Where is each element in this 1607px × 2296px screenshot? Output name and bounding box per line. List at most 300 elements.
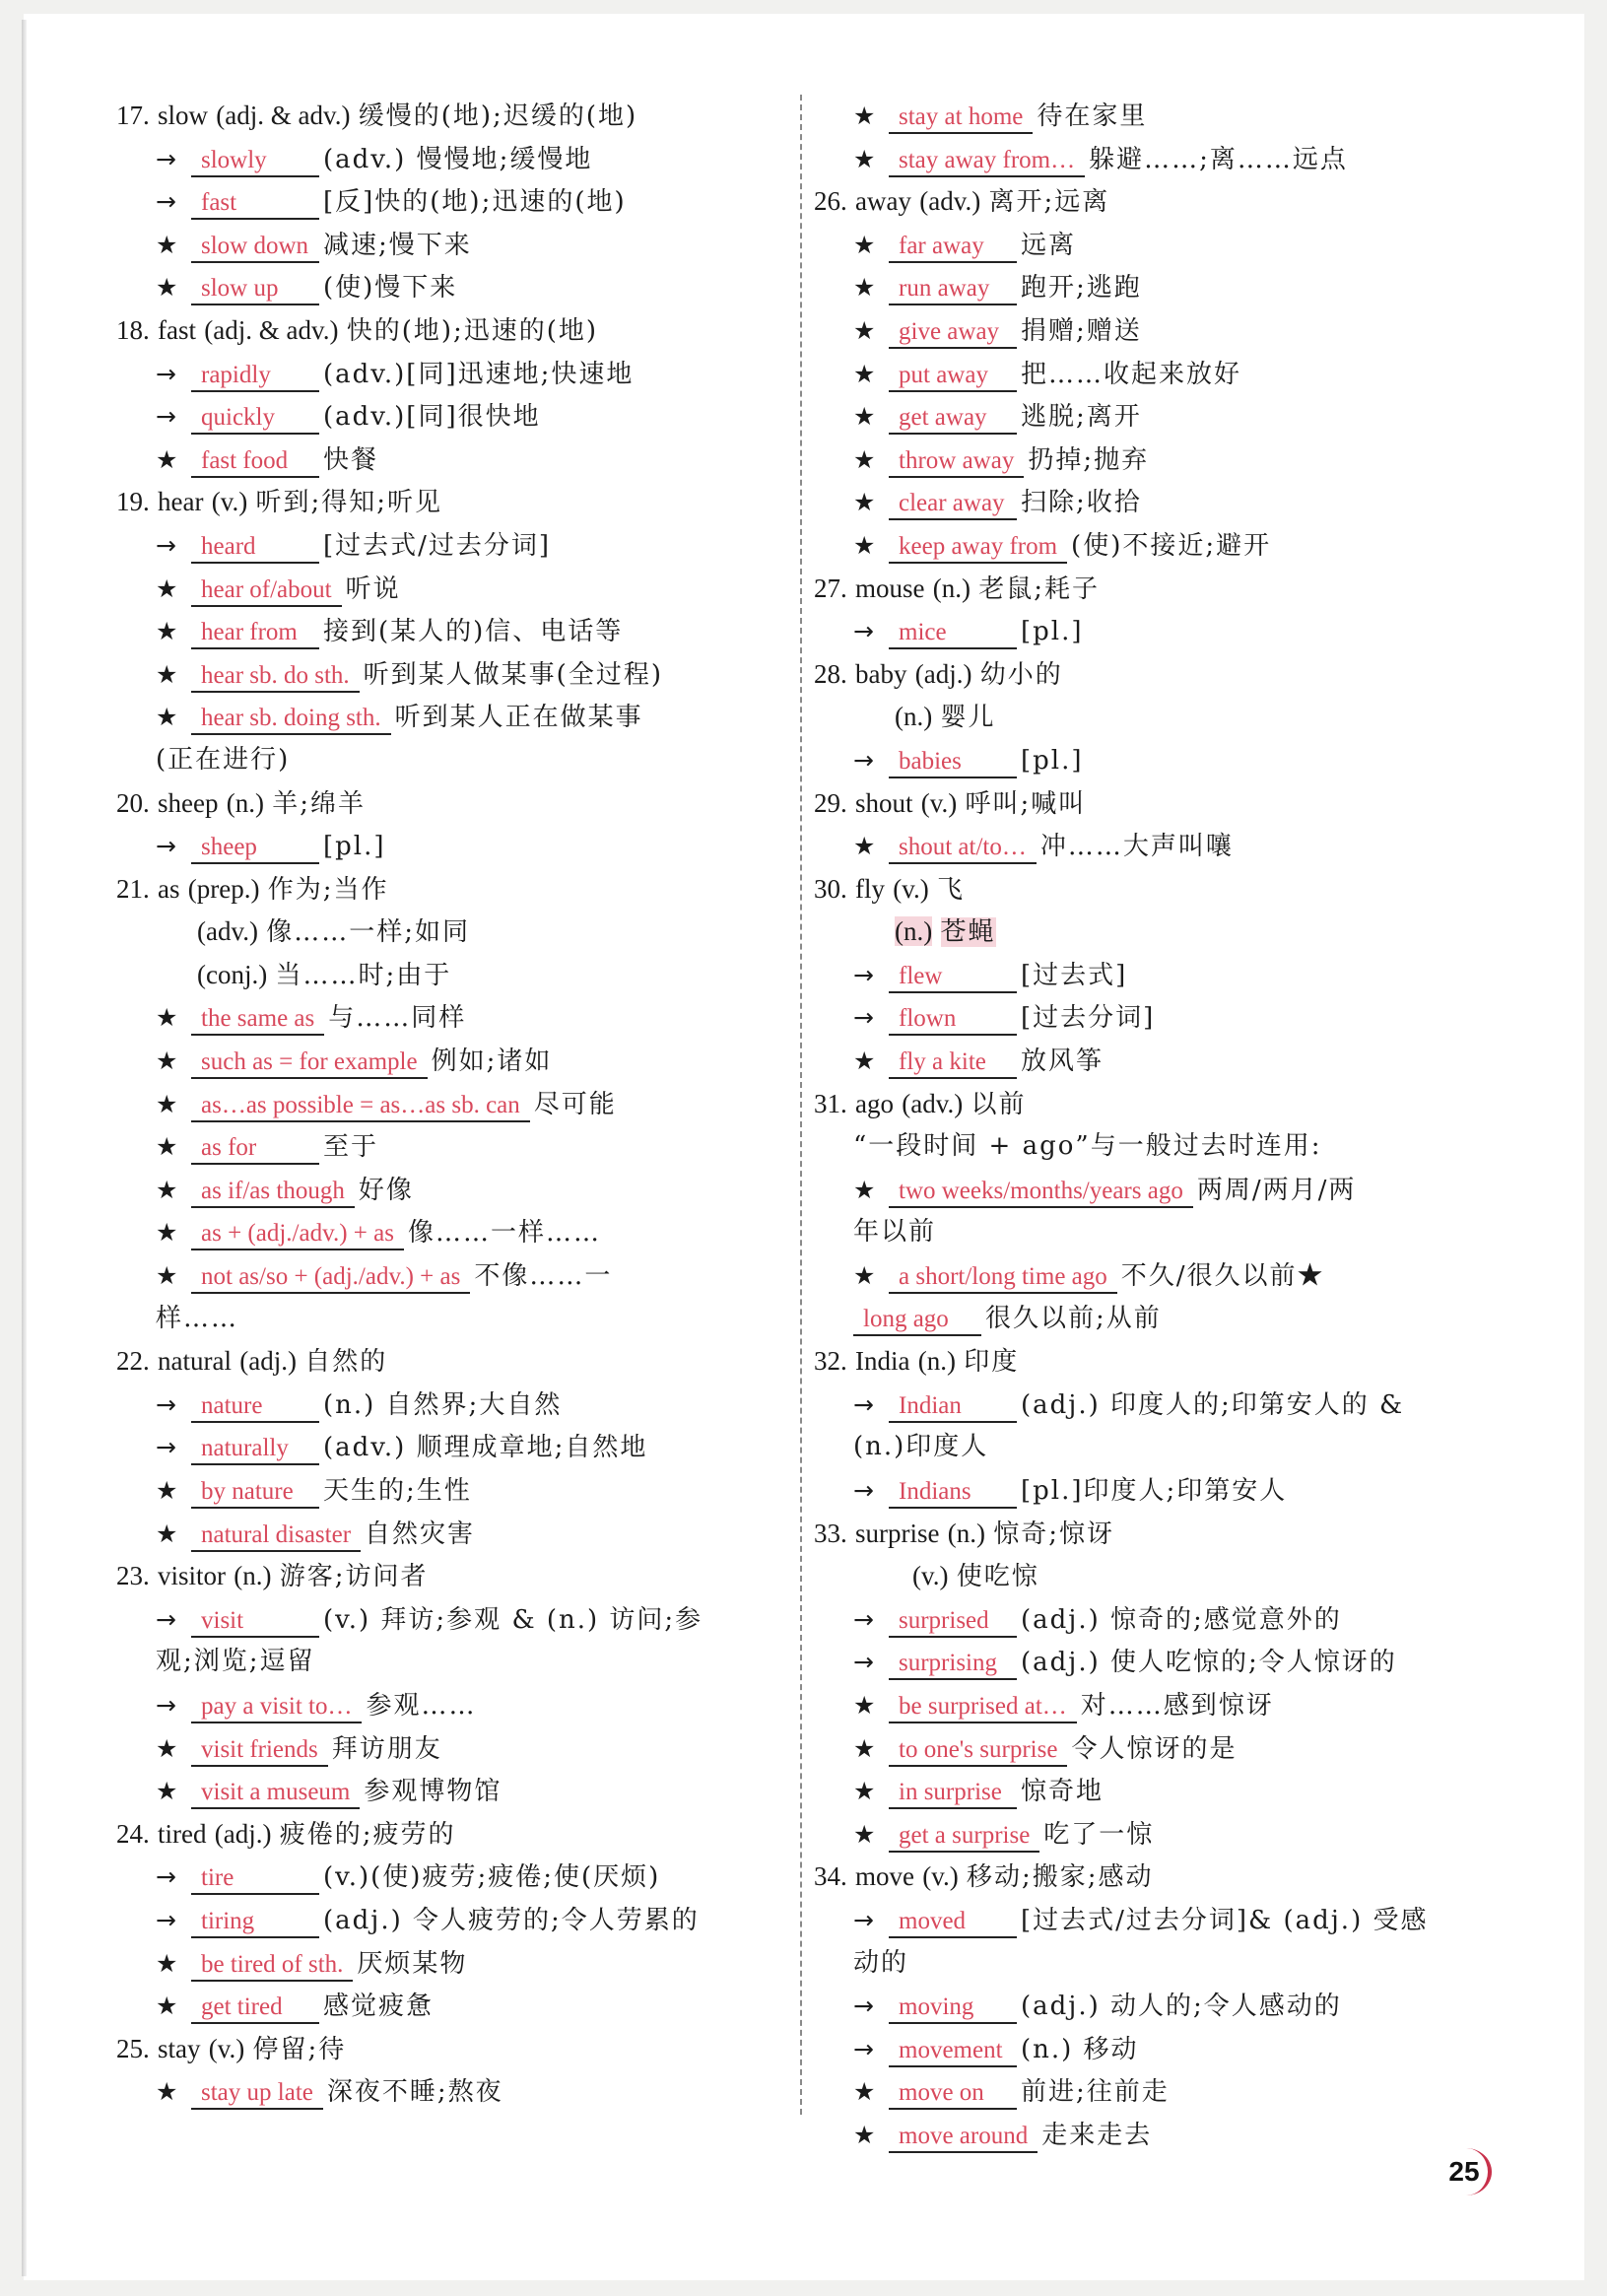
definition: [pl.]	[1021, 745, 1084, 776]
arrow-icon: →	[156, 187, 176, 217]
phrase-line	[814, 481, 1484, 524]
star-icon: ★	[853, 402, 876, 432]
phrase-line	[116, 1770, 778, 1813]
definition: 两周/两月/两	[1196, 1175, 1357, 1205]
headword: mouse	[855, 573, 925, 603]
entry-heading	[814, 653, 1484, 697]
answer-blank: heard	[191, 532, 319, 564]
headword: shout	[855, 787, 913, 818]
definition: 远离	[1021, 230, 1077, 260]
entry-heading	[814, 868, 1484, 912]
definition: (正在进行)	[156, 744, 291, 775]
note-text: “一段时间 + ago”与一般过去时连用:	[853, 1131, 1322, 1162]
definition: 对……感到惊讶	[1080, 1690, 1274, 1721]
continued-line	[814, 1426, 1484, 1469]
definition: 不久/很久以前★	[1120, 1261, 1325, 1292]
headword: move	[855, 1861, 915, 1892]
entry-number: 28.	[814, 658, 847, 689]
continued-answer-line	[814, 1298, 1484, 1341]
star-icon: ★	[853, 1733, 876, 1763]
entry-heading	[116, 2028, 778, 2071]
definition: 扫除;收拾	[1021, 488, 1142, 518]
derivative-line	[116, 1856, 778, 1899]
definition: 自然的	[304, 1347, 388, 1378]
phrase-line	[814, 309, 1484, 353]
derivative-line	[814, 1899, 1484, 1942]
definition: 幼小的	[979, 659, 1063, 690]
phrase-line	[116, 1469, 778, 1513]
derivative-line	[116, 138, 778, 181]
definition: 参观……	[366, 1690, 477, 1721]
arrow-icon: →	[853, 1648, 874, 1677]
arrow-icon: →	[853, 2034, 874, 2063]
entry-heading	[814, 782, 1484, 826]
headword: ago	[855, 1088, 894, 1118]
column-divider	[800, 95, 802, 2115]
arrow-icon: →	[853, 1905, 874, 1934]
entry-heading	[116, 309, 778, 353]
derivative-line	[116, 1426, 778, 1469]
definition: 惊奇地	[1021, 1777, 1105, 1807]
headword: sheep	[158, 787, 219, 818]
answer-blank: babies	[889, 747, 1017, 778]
star-icon: ★	[156, 1132, 178, 1162]
answer-blank: give away	[889, 317, 1017, 349]
part-of-speech: (adj. & adv.)	[204, 314, 339, 345]
definition: [pl.]	[323, 832, 386, 862]
arrow-icon: →	[853, 617, 874, 646]
definition: 以前	[971, 1089, 1027, 1119]
entry-number: 25.	[116, 2033, 150, 2063]
derivative-line	[116, 1598, 778, 1642]
phrase-line	[116, 1942, 778, 1986]
answer-blank: visit a museum	[191, 1778, 360, 1809]
definition: (adj.) 令人疲劳的;令人劳累的	[323, 1905, 700, 1935]
answer-blank: flown	[889, 1004, 1017, 1036]
sense-line	[116, 911, 778, 954]
answer-blank: as if/as though	[191, 1177, 355, 1208]
entry-number: 21.	[116, 873, 150, 904]
entry-number: 23.	[116, 1561, 150, 1591]
definition: 把……收起来放好	[1021, 359, 1242, 389]
part-of-speech: (n.)	[947, 1518, 985, 1548]
definition: 很久以前;从前	[985, 1303, 1162, 1333]
answer-blank: stay up late	[191, 2078, 323, 2110]
answer-blank: fast	[191, 188, 319, 220]
entry-number: 17.	[116, 101, 150, 130]
definition: [反]快的(地);迅速的(地)	[323, 187, 627, 218]
answer-blank: a short/long time ago	[889, 1262, 1117, 1294]
definition: 惊奇;惊讶	[993, 1519, 1115, 1549]
answer-blank: natural disaster	[191, 1520, 361, 1552]
star-icon: ★	[853, 1777, 876, 1806]
derivative-line	[814, 954, 1484, 997]
part-of-speech: (adj. & adv.)	[216, 101, 351, 130]
answer-blank: visit	[191, 1606, 319, 1638]
part-of-speech: (n.)	[895, 916, 933, 947]
star-icon: ★	[156, 1948, 178, 1978]
star-icon: ★	[156, 574, 178, 603]
entry-heading	[814, 1340, 1484, 1384]
definition: 当……时;由于	[275, 960, 452, 990]
headword: visitor	[158, 1561, 227, 1591]
definition: 吃了一惊	[1043, 1819, 1155, 1850]
star-icon: ★	[156, 1519, 178, 1548]
continued-line	[116, 1641, 778, 1684]
definition: 减速;慢下来	[323, 230, 472, 260]
star-icon: ★	[156, 703, 178, 732]
definition: 离开;远离	[988, 187, 1110, 218]
definition: 走来走去	[1041, 2120, 1153, 2150]
definition: (使)不接近;避开	[1071, 530, 1272, 561]
part-of-speech: (n.)	[234, 1561, 272, 1591]
page-number: 25	[1440, 2148, 1492, 2195]
derivative-line	[814, 996, 1484, 1040]
phrase-line	[116, 996, 778, 1040]
part-of-speech: (v.)	[211, 487, 248, 517]
answer-blank: long ago	[853, 1305, 981, 1336]
phrase-line	[814, 395, 1484, 439]
derivative-line	[814, 1598, 1484, 1642]
answer-blank: run away	[889, 274, 1017, 305]
entry-number: 24.	[116, 1818, 150, 1849]
phrase-line	[814, 439, 1484, 482]
phrase-line	[116, 1985, 778, 2028]
phrase-line	[116, 696, 778, 739]
answer-blank: in surprise	[889, 1778, 1017, 1809]
phrase-line	[116, 1513, 778, 1556]
star-icon: ★	[156, 273, 178, 303]
definition: 听说	[345, 574, 401, 604]
answer-blank: slowly	[191, 146, 319, 177]
derivative-line	[116, 1899, 778, 1942]
answer-blank: visit friends	[191, 1735, 328, 1767]
headword: slow	[158, 101, 209, 130]
entry-heading	[116, 1555, 778, 1598]
part-of-speech: (adv.)	[919, 186, 981, 217]
arrow-icon: →	[853, 1604, 874, 1634]
answer-blank: get tired	[191, 1992, 319, 2024]
definition: 好像	[358, 1175, 414, 1205]
entry-number: 22.	[116, 1346, 150, 1377]
entry-heading	[116, 481, 778, 524]
arrow-icon: →	[853, 1003, 874, 1033]
phrase-line	[814, 825, 1484, 868]
derivative-line	[116, 395, 778, 439]
definition: 令人惊讶的是	[1071, 1733, 1238, 1764]
definition: 动的	[853, 1947, 909, 1978]
definition: 不像……一	[474, 1261, 613, 1292]
arrow-icon: →	[156, 1862, 176, 1892]
phrase-line	[814, 353, 1484, 396]
definition: [过去式/过去分词]	[323, 530, 552, 561]
arrow-icon: →	[156, 144, 176, 173]
answer-blank: slow up	[191, 274, 319, 305]
star-icon: ★	[156, 1047, 178, 1076]
definition: (adj.) 使人吃惊的;令人惊讶的	[1021, 1648, 1397, 1678]
answer-blank: surprising	[889, 1649, 1017, 1680]
star-icon: ★	[853, 444, 876, 474]
star-icon: ★	[853, 2077, 876, 2107]
arrow-icon: →	[156, 359, 176, 388]
answer-blank: move around	[889, 2122, 1038, 2153]
phrase-line	[814, 2070, 1484, 2114]
answer-blank: the same as	[191, 1004, 324, 1036]
phrase-line	[116, 439, 778, 482]
entry-heading	[116, 782, 778, 826]
entry-number: 34.	[814, 1861, 847, 1892]
part-of-speech: (prep.)	[187, 873, 260, 904]
derivative-line	[814, 1985, 1484, 2028]
entry-heading	[814, 1083, 1484, 1126]
entry-heading	[814, 180, 1484, 224]
answer-blank: nature	[191, 1391, 319, 1423]
phrase-line	[116, 1727, 778, 1771]
part-of-speech: (adj.)	[239, 1346, 297, 1377]
star-icon: ★	[853, 1819, 876, 1849]
definition: 飞	[937, 874, 966, 905]
answer-blank: keep away from	[889, 532, 1067, 564]
definition: 呼叫;喊叫	[965, 788, 1087, 819]
definition: 前进;往前走	[1021, 2077, 1170, 2108]
continued-line	[814, 1211, 1484, 1254]
phrase-line	[814, 1770, 1484, 1813]
phrase-line	[814, 138, 1484, 181]
definition: 待在家里	[1037, 101, 1148, 131]
part-of-speech: (n.)	[226, 787, 264, 818]
definition: (adv.)[同]很快地	[323, 402, 541, 433]
arrow-icon: →	[853, 1476, 874, 1505]
part-of-speech: (v.)	[922, 1861, 959, 1892]
part-of-speech: (v.)	[893, 873, 929, 904]
definition: 逃脱;离开	[1021, 402, 1142, 433]
answer-blank: slow down	[191, 232, 319, 263]
headword: hear	[158, 487, 204, 517]
phrase-line	[814, 1040, 1484, 1083]
sense-line	[814, 1555, 1484, 1598]
definition: 移动;搬家;感动	[967, 1862, 1154, 1893]
definition: 自然灾害	[365, 1519, 476, 1549]
answer-blank: not as/so + (adj./adv.) + as	[191, 1262, 470, 1294]
definition: 婴儿	[940, 703, 996, 733]
derivative-line	[814, 2028, 1484, 2071]
answer-blank: quickly	[191, 403, 319, 435]
part-of-speech: (v.)	[208, 2033, 245, 2063]
answer-blank: moved	[889, 1907, 1017, 1938]
answer-blank: stay at home	[889, 102, 1033, 134]
definition: 捐赠;赠送	[1021, 315, 1142, 346]
star-icon: ★	[853, 273, 876, 303]
phrase-line	[814, 524, 1484, 568]
answer-blank: hear sb. do sth.	[191, 661, 360, 693]
star-icon: ★	[853, 1047, 876, 1076]
derivative-line	[814, 1384, 1484, 1427]
star-icon: ★	[853, 101, 876, 130]
derivative-line	[116, 825, 778, 868]
star-icon: ★	[156, 230, 178, 259]
phrase-line	[116, 224, 778, 267]
derivative-line	[814, 1469, 1484, 1513]
definition: (adj.) 印度人的;印第安人的 &	[1021, 1389, 1405, 1420]
definition: (adj.) 动人的;令人感动的	[1021, 1992, 1342, 2022]
answer-blank: get away	[889, 403, 1017, 435]
derivative-line	[116, 524, 778, 568]
definition: (adj.) 惊奇的;感觉意外的	[1021, 1604, 1342, 1635]
sense-line	[814, 911, 1484, 954]
arrow-icon: →	[156, 1604, 176, 1634]
answer-blank: moving	[889, 1992, 1017, 2024]
answer-blank: shout at/to…	[889, 833, 1037, 864]
star-icon: ★	[156, 1733, 178, 1763]
definition: 例如;诸如	[431, 1047, 553, 1077]
entry-number: 20.	[116, 787, 150, 818]
answer-blank: to one's surprise	[889, 1735, 1067, 1767]
arrow-icon: →	[156, 1690, 176, 1720]
definition: 快的(地);迅速的(地)	[346, 315, 599, 346]
answer-blank: naturally	[191, 1434, 319, 1465]
arrow-icon: →	[156, 530, 176, 560]
definition: 听到某人正在做某事	[394, 703, 643, 733]
definition: 参观博物馆	[364, 1777, 502, 1807]
part-of-speech: (n.)	[932, 573, 971, 603]
part-of-speech: (n.)	[895, 702, 933, 732]
note-line	[814, 1125, 1484, 1169]
entry-number: 30.	[814, 873, 847, 904]
definition: 跑开;逃跑	[1021, 273, 1142, 304]
answer-blank: clear away	[889, 489, 1017, 520]
arrow-icon: →	[156, 832, 176, 861]
answer-blank: as for	[191, 1133, 319, 1165]
definition: (v.)(使)疲劳;疲倦;使(厌烦)	[323, 1862, 661, 1893]
answer-blank: movement	[889, 2036, 1017, 2067]
book-spine-edge	[22, 20, 27, 2276]
star-icon: ★	[156, 1992, 178, 2021]
sense-line	[116, 954, 778, 997]
answer-blank: get a surprise	[889, 1821, 1039, 1853]
definition: 拜访朋友	[331, 1733, 442, 1764]
definition: (v.) 拜访;参观 & (n.) 访问;参	[323, 1604, 703, 1635]
definition: 作为;当作	[267, 874, 389, 905]
phrase-line	[814, 1254, 1484, 1298]
part-of-speech: (v.)	[912, 1561, 949, 1591]
arrow-icon: →	[156, 1905, 176, 1934]
entry-heading	[116, 1813, 778, 1857]
definition: 放风筝	[1021, 1047, 1105, 1077]
derivative-line	[116, 180, 778, 224]
part-of-speech: (adj.)	[214, 1818, 272, 1849]
entry-heading	[116, 868, 778, 912]
entry-number: 32.	[814, 1346, 847, 1377]
star-icon: ★	[853, 2120, 876, 2149]
definition: 使吃惊	[956, 1562, 1039, 1592]
entry-heading	[116, 1340, 778, 1384]
star-icon: ★	[156, 1089, 178, 1118]
phrase-line	[116, 653, 778, 697]
definition: 感觉疲惫	[323, 1992, 435, 2022]
entry-number: 19.	[116, 487, 150, 517]
entry-heading	[814, 1856, 1484, 1899]
part-of-speech: (adv.)	[197, 916, 258, 947]
definition: 印度	[964, 1347, 1020, 1378]
phrase-line	[116, 1254, 778, 1298]
answer-blank: surprised	[889, 1606, 1017, 1638]
definition: 快餐	[323, 444, 379, 475]
answer-blank: flew	[889, 962, 1017, 993]
star-icon: ★	[156, 1476, 178, 1505]
answer-blank: put away	[889, 361, 1017, 392]
definition: 像……一样……	[407, 1218, 601, 1249]
answer-blank: tire	[191, 1863, 319, 1895]
entry-heading	[116, 95, 778, 138]
derivative-line	[116, 353, 778, 396]
headword: tired	[158, 1818, 207, 1849]
headword: away	[855, 186, 911, 217]
arrow-icon: →	[853, 1992, 874, 2021]
definition: 停留;待	[252, 2034, 347, 2064]
definition: 像……一样;如同	[266, 917, 470, 948]
derivative-line	[814, 739, 1484, 782]
star-icon: ★	[156, 1003, 178, 1033]
answer-blank: fast food	[191, 446, 319, 478]
phrase-line	[814, 224, 1484, 267]
definition: 样……	[156, 1303, 239, 1333]
star-icon: ★	[853, 832, 876, 861]
answer-blank: be surprised at…	[889, 1692, 1077, 1723]
definition: 躲避……;离……远点	[1089, 144, 1348, 174]
right-column	[814, 95, 1484, 2157]
answer-blank: hear sb. doing sth.	[191, 704, 391, 735]
headword: natural	[158, 1346, 232, 1377]
entry-number: 27.	[814, 573, 847, 603]
star-icon: ★	[156, 659, 178, 689]
phrase-line	[116, 1211, 778, 1254]
definition: (n.)印度人	[853, 1432, 989, 1462]
answer-blank: far away	[889, 232, 1017, 263]
answer-blank: Indian	[889, 1391, 1017, 1423]
definition: 与……同样	[328, 1003, 467, 1034]
star-icon: ★	[156, 2077, 178, 2107]
phrase-line	[116, 1040, 778, 1083]
continued-line	[116, 739, 778, 782]
star-icon: ★	[853, 144, 876, 173]
definition: 天生的;生性	[323, 1476, 472, 1506]
answer-blank: Indians	[889, 1477, 1017, 1509]
entry-heading	[814, 568, 1484, 611]
definition: 冲……大声叫嚷	[1039, 832, 1234, 862]
headword: fly	[855, 873, 886, 904]
phrase-line	[116, 1169, 778, 1212]
definition: (adv.) 顺理成章地;自然地	[323, 1433, 648, 1463]
phrase-line	[814, 1813, 1484, 1857]
entry-number: 26.	[814, 186, 847, 217]
star-icon: ★	[853, 488, 876, 517]
star-icon: ★	[853, 530, 876, 560]
answer-blank: rapidly	[191, 361, 319, 392]
answer-blank: hear from	[191, 618, 319, 649]
part-of-speech: (n.)	[917, 1346, 956, 1377]
entry-number: 18.	[116, 314, 150, 345]
definition: 苍蝇	[940, 917, 996, 948]
star-icon: ★	[156, 1777, 178, 1806]
phrase-line	[814, 266, 1484, 309]
phrase-line	[116, 2070, 778, 2114]
continued-line	[116, 1298, 778, 1341]
star-icon: ★	[853, 230, 876, 259]
derivative-line	[814, 1641, 1484, 1684]
headword: India	[855, 1346, 910, 1377]
definition: 深夜不睡;熬夜	[326, 2077, 503, 2108]
sense-line	[814, 696, 1484, 739]
